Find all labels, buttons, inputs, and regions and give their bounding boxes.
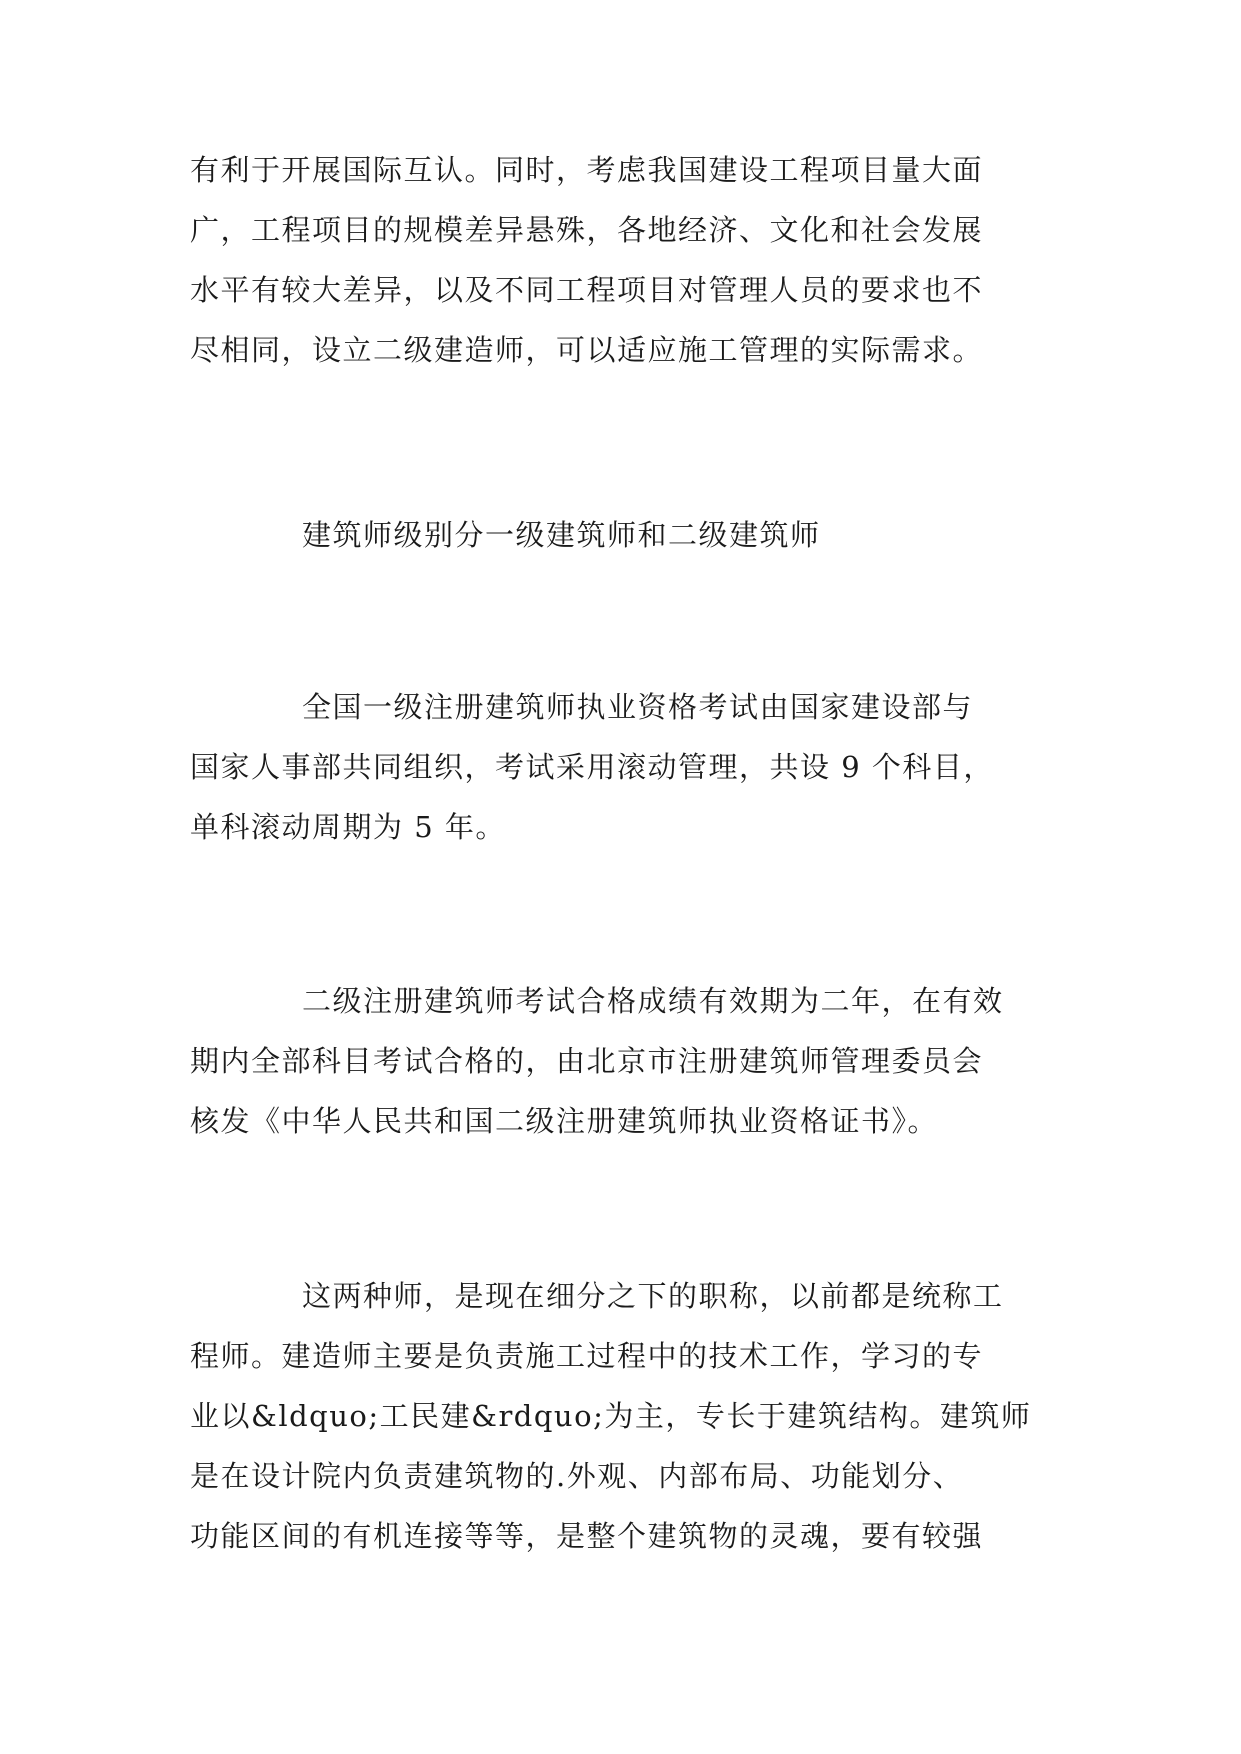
paragraph-line: 单科滚动周期为 5 年。 bbox=[190, 810, 506, 844]
paragraph-line: 水平有较大差异，以及不同工程项目对管理人员的要求也不 bbox=[190, 273, 984, 307]
paragraph-line: 程师。建造师主要是负责施工过程中的技术工作，学习的专 bbox=[190, 1339, 984, 1373]
paragraph-line: 核发《中华人民共和国二级注册建筑师执业资格证书》。 bbox=[190, 1104, 939, 1138]
paragraph-line: 全国一级注册建筑师执业资格考试由国家建设部与 bbox=[302, 690, 974, 724]
paragraph-line: 有利于开展国际互认。同时，考虑我国建设工程项目量大面 bbox=[190, 153, 984, 187]
paragraph-line: 广，工程项目的规模差异悬殊，各地经济、文化和社会发展 bbox=[190, 213, 984, 247]
paragraph-line: 二级注册建筑师考试合格成绩有效期为二年，在有效 bbox=[302, 984, 1004, 1018]
paragraph-line: 期内全部科目考试合格的，由北京市注册建筑师管理委员会 bbox=[190, 1044, 984, 1078]
paragraph-line: 是在设计院内负责建筑物的.外观、内部布局、功能划分、 bbox=[190, 1459, 964, 1493]
paragraph-line: 国家人事部共同组织，考试采用滚动管理，共设 9 个科目， bbox=[190, 750, 994, 784]
paragraph-line: 功能区间的有机连接等等，是整个建筑物的灵魂，要有较强 bbox=[190, 1519, 984, 1553]
paragraph-line: 建筑师级别分一级建筑师和二级建筑师 bbox=[302, 518, 821, 552]
paragraph-line: 业以&ldquo;工民建&rdquo;为主，专长于建筑结构。建筑师 bbox=[190, 1399, 1032, 1433]
paragraph-line: 这两种师，是现在细分之下的职称，以前都是统称工 bbox=[302, 1279, 1004, 1313]
paragraph-line: 尽相同，设立二级建造师，可以适应施工管理的实际需求。 bbox=[190, 333, 984, 367]
